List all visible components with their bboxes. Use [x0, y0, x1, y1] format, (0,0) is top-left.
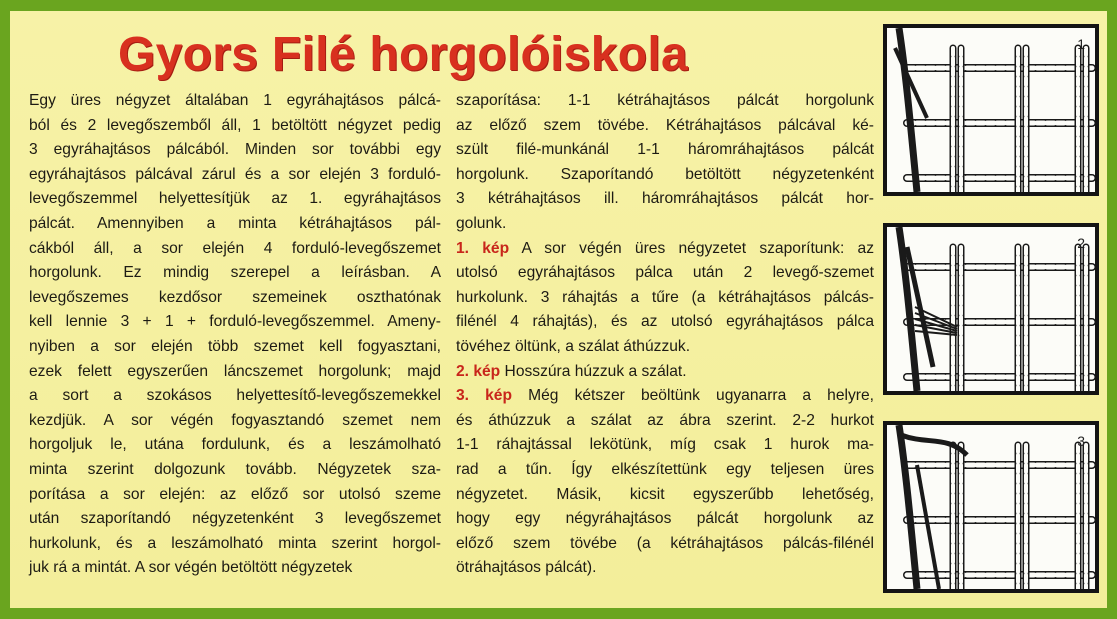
text-line: [456, 335, 874, 360]
crochet-diagram-1: [887, 28, 1095, 192]
right-text-column: [456, 89, 874, 581]
text-line: [456, 89, 874, 114]
text-line: nyiben a sor elején több szemet kell fogyasztani,: [29, 337, 441, 355]
figure-reference-label: 3. kép: [456, 387, 512, 405]
text-line: [456, 556, 874, 581]
text-line: [456, 286, 874, 311]
text-line: [456, 212, 874, 237]
text-line: egyráhajtásos pálcával zárul és a sor elején 3 forduló-: [29, 165, 441, 183]
text-line: levegőszemes kezdősor szemeinek oszthatónak: [29, 288, 441, 306]
figure-3-panel: [883, 421, 1099, 593]
text-line-content: A sor végén üres négyzetet szaporítunk: az: [509, 239, 874, 257]
text-line: cákból áll, a sor elején 4 forduló-levegőszemet: [29, 239, 441, 257]
text-line: [456, 409, 874, 434]
text-line: [456, 163, 874, 188]
figure-3-number: 3: [1077, 433, 1085, 449]
figure-reference-label: 2. kép: [456, 362, 501, 380]
text-line: után szaporítandó négyzetenként 3 levegőszemet: [29, 510, 441, 528]
text-line: [456, 138, 874, 163]
text-line-content: filénél 4 ráhajtás), és az utolsó egyráhajtásos pálca: [456, 313, 874, 331]
text-line: kell lennie 3 + 1 + forduló-levegőszemmel. Ameny-: [29, 313, 441, 331]
text-line-content: szült filé-munkánál 1-1 háromráhajtásos pálcát: [456, 141, 874, 159]
text-line: [456, 483, 874, 508]
text-line: [456, 433, 874, 458]
text-line-content: ötráhajtásos pálcát).: [456, 559, 597, 577]
figure-reference-label: 1. kép: [456, 239, 510, 257]
text-line: pálcát. Amennyiben a minta kétráhajtásos pál-: [29, 214, 441, 232]
figure-2-panel: [883, 223, 1099, 395]
text-line-content: az előző szem tövébe. Kétráhajtásos pálcával ké-: [456, 116, 874, 134]
text-line: [456, 237, 874, 262]
text-line-content: négyzetet. Másik, kicsit egyszerűbb lehetőség,: [456, 485, 874, 503]
text-line: [456, 458, 874, 483]
text-line: kezdjük. A sor végén fogyasztandó szemet nem: [29, 411, 441, 429]
magazine-page: [10, 11, 1107, 608]
text-line: juk rá a mintát. A sor végén betöltött négyzetek: [29, 559, 353, 577]
text-line-content: tövéhez öltünk, a szálat áthúzzuk.: [456, 337, 691, 355]
text-line: [456, 507, 874, 532]
text-line-content: rad a tűn. Így elkészítettünk egy teljesen üres: [456, 460, 874, 478]
text-line-content: golunk.: [456, 214, 507, 232]
text-line: [456, 114, 874, 139]
text-line: [456, 187, 874, 212]
text-line: [456, 261, 874, 286]
text-line-content: 1-1 ráhajtással lekötünk, míg csak 1 hurok ma-: [456, 436, 874, 454]
text-line-content: utolsó egyráhajtásos pálca után 2 levegő-szemet: [456, 264, 874, 282]
figure-2-number: 2: [1077, 235, 1085, 251]
text-line-content: 3 kétráhajtásos ill. háromráhajtásos pálcát hor-: [456, 190, 874, 208]
text-line-content: Még kétszer beöltünk ugyanarra a helyre,: [512, 387, 874, 405]
crochet-diagram-2: [887, 227, 1095, 391]
text-line-content: hogy egy négyráhajtásos pálcát horgolunk az: [456, 510, 874, 528]
text-line: [456, 310, 874, 335]
text-line: [456, 384, 874, 409]
text-line-content: előző szem tövébe (a kétráhajtásos pálcás-filénél: [456, 534, 874, 552]
text-line: ból és 2 levegőszemből áll, 1 betöltött négyzet pedig: [29, 116, 441, 134]
figure-1-panel: [883, 24, 1099, 196]
text-line-content: horgolunk. Szaporítandó betöltött négyzetenként: [456, 165, 874, 183]
text-line: minta szerint dolgozunk tovább. Négyzetek sza-: [29, 460, 441, 478]
page-title: Gyors Filé horgolóiskola: [118, 28, 688, 81]
crochet-diagram-3: [887, 425, 1095, 589]
text-line: a sort a szokásos helyettesítő-levegőszemekkel: [29, 387, 441, 405]
left-text-column: [29, 89, 441, 581]
text-line: horgoljuk le, utána fordulunk, és a leszámolható: [29, 436, 441, 454]
text-line: ezek felett egyszerűen láncszemet horgolunk; majd: [29, 362, 441, 380]
text-line: levegőszemmel helyettesítjük az 1. egyráhajtásos: [29, 190, 441, 208]
text-line: horgolunk. Ez mindig szerepel a leírásban. A: [29, 264, 441, 282]
text-line-content: hurkolunk. 3 ráhajtás a tűre (a kétráhajtásos pálcás-: [456, 288, 874, 306]
text-line: Egy üres négyzet általában 1 egyráhajtásos pálcá-: [29, 92, 441, 109]
text-line-content: Hosszúra húzzuk a szálat.: [500, 362, 687, 380]
text-line: hurkolunk, és a leszámolható minta szerint horgol-: [29, 534, 441, 552]
figure-1-number: 1: [1077, 36, 1085, 52]
text-line: [456, 360, 874, 385]
text-line: porítása a sor elején: az előző sor utolsó szeme: [29, 485, 441, 503]
text-line: [456, 532, 874, 557]
text-line: 3 egyráhajtásos pálcából. Minden sor további egy: [29, 141, 441, 159]
text-line-content: és áthúzzuk a szálat az ábra szerint. 2-2 hurkot: [456, 411, 874, 429]
text-line-content: szaporítása: 1-1 kétráhajtásos pálcát horgolunk: [456, 92, 874, 109]
